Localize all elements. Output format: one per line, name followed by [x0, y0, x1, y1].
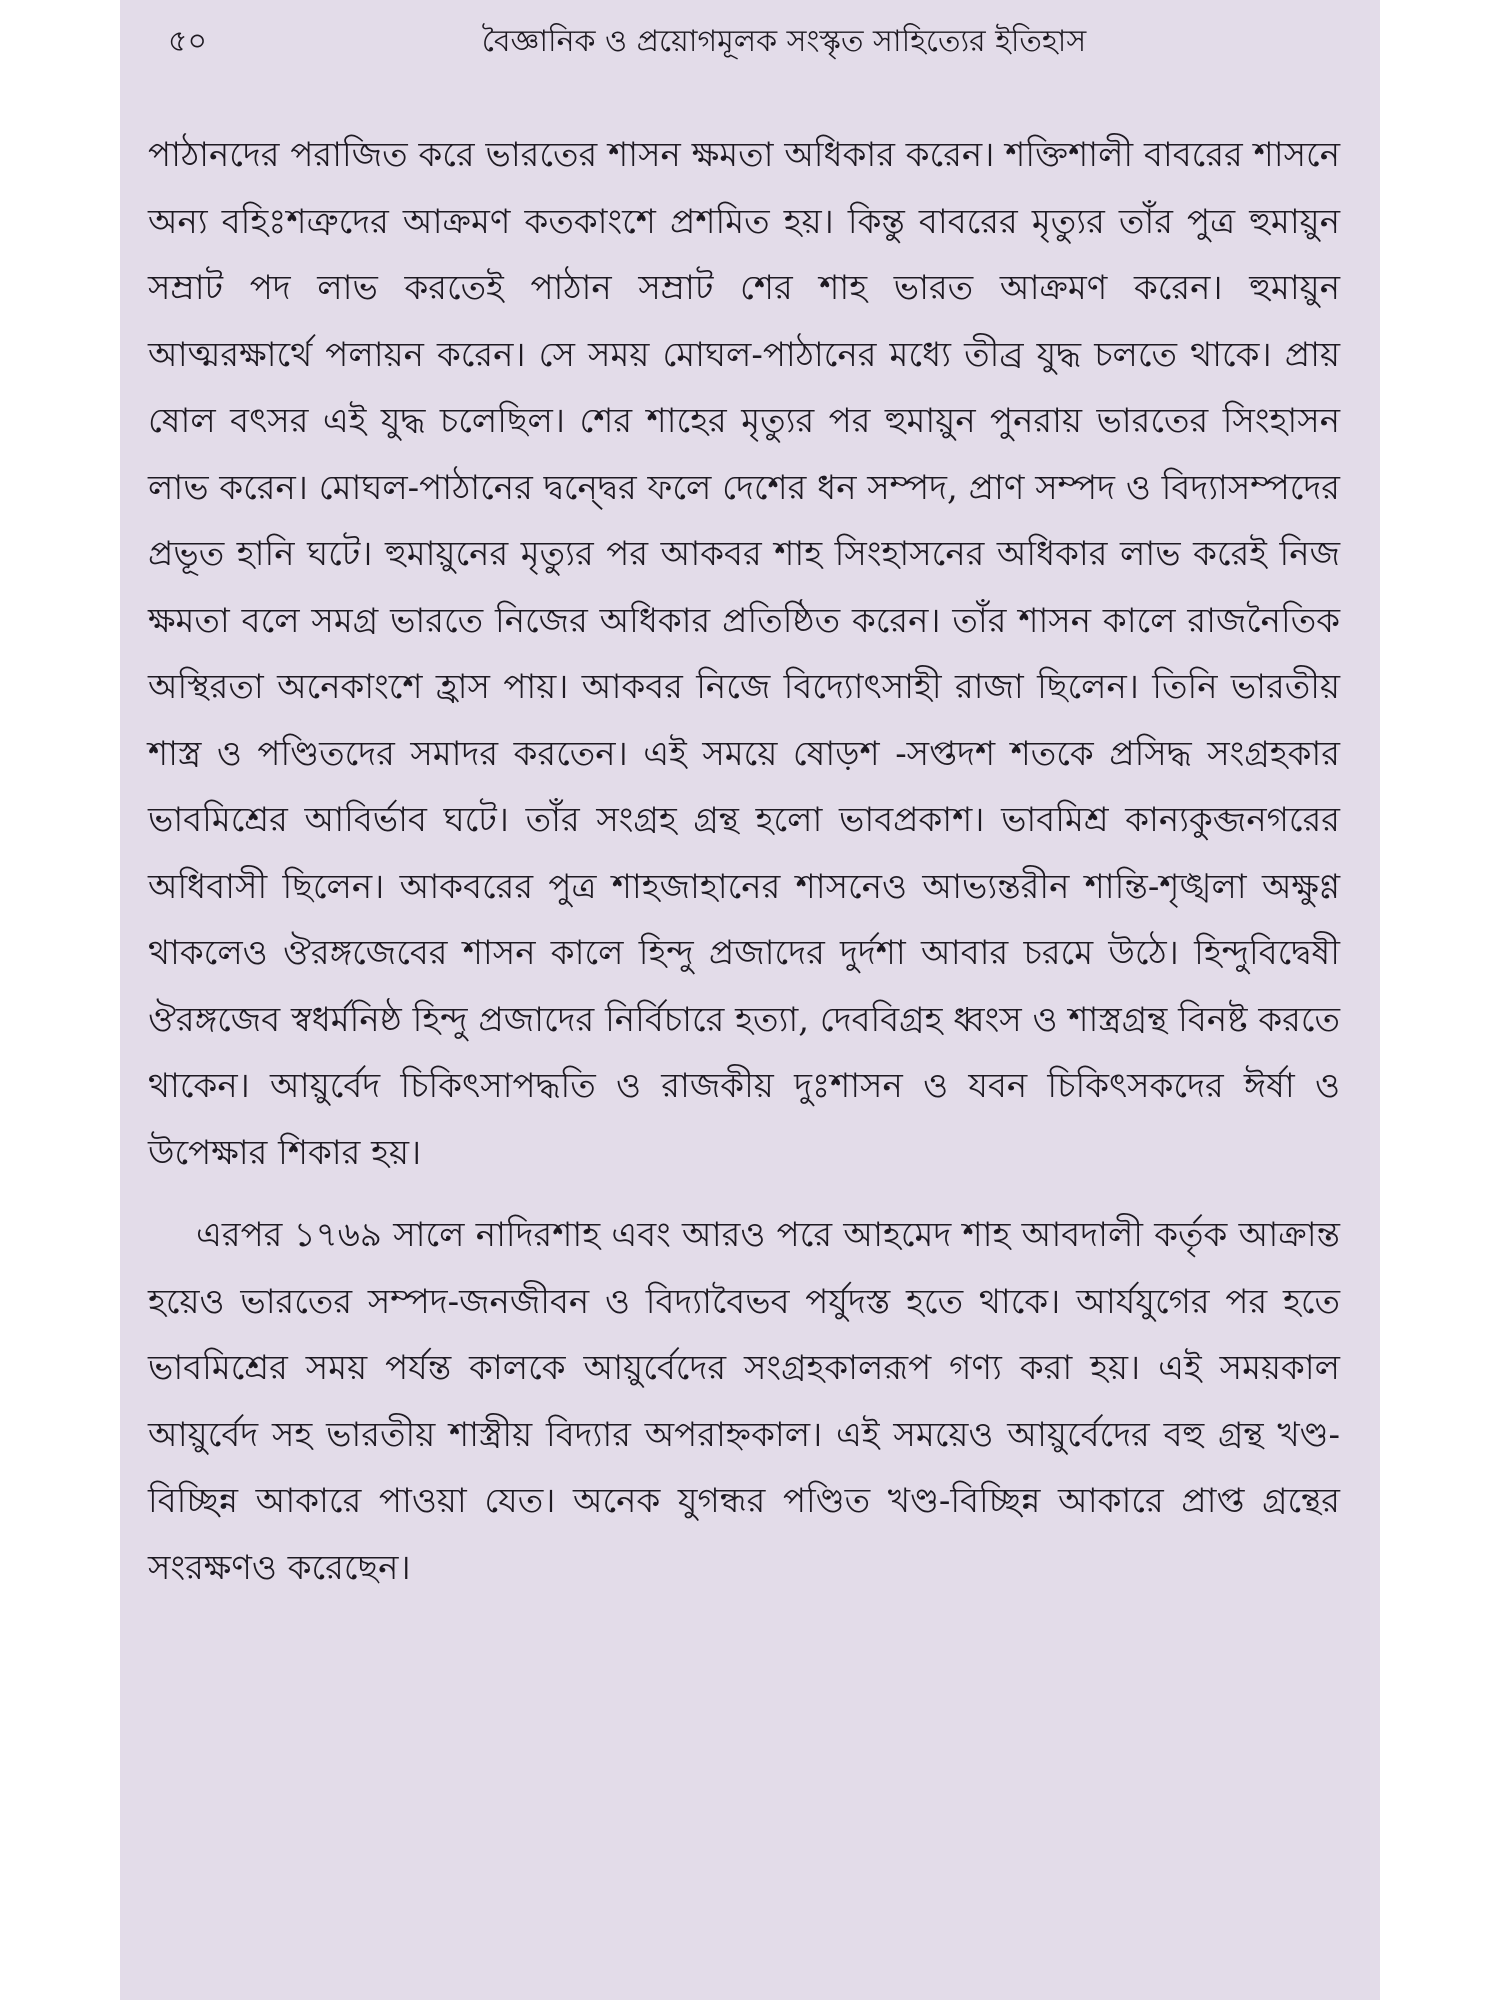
paragraph-2: এরপর ১৭৬৯ সালে নাদিরশাহ এবং আরও পরে আহমেদ শাহ আবদালী কর্তৃক আক্রান্ত হয়েও ভারতের সম্পদ-জনজীবন ও বিদ্যাবৈভব পর্যুদস্ত হতে থাকে। আর্যযুগের পর হতে ভাবমিশ্রের সময় পর্যন্ত কালকে আয়ুর্বেদের সংগ্রহকালরূপ গণ্য করা হয়। এই সময়কাল আয়ুর্বেদ সহ ভারতীয় শাস্ত্রীয় বিদ্যার অপরাহ্নকাল। এই সময়েও আয়ুর্বেদের বহু গ্রন্থ খণ্ড-বিচ্ছিন্ন আকারে পাওয়া যেত। অনেক যুগন্ধর পণ্ডিত খণ্ড-বিচ্ছিন্ন আকারে প্রাপ্ত গ্রন্থের সংরক্ষণও করেছেন। [148, 1215, 1340, 1588]
page-header [168, 22, 1340, 82]
book-page [120, 0, 1380, 2000]
page-body [148, 122, 1340, 1601]
paragraph-1: পাঠানদের পরাজিত করে ভারতের শাসন ক্ষমতা অধিকার করেন। শক্তিশালী বাবরের শাসনে অন্য বহিঃশত্রুদের আক্রমণ কতকাংশে প্রশমিত হয়। কিন্তু বাবরের মৃত্যুর তাঁর পুত্র হুমায়ুন সম্রাট পদ লাভ করতেই পাঠান সম্রাট শের শাহ ভারত আক্রমণ করেন। হুমায়ুন আত্মরক্ষার্থে পলায়ন করেন। সে সময় মোঘল-পাঠানের মধ্যে তীব্র যুদ্ধ চলতে থাকে। প্রায় ষোল বৎসর এই যুদ্ধ চলেছিল। শের শাহের মৃত্যুর পর হুমায়ুন পুনরায় ভারতের সিংহাসন লাভ করেন। মোঘল-পাঠানের দ্বন্দ্বের ফলে দেশের ধন সম্পদ, প্রাণ সম্পদ ও বিদ্যাসম্পদের প্রভূত হানি ঘটে। হুমায়ুনের মৃত্যুর পর আকবর শাহ সিংহাসনের অধিকার লাভ করেই নিজ ক্ষমতা বলে সমগ্র ভারতে নিজের অধিকার প্রতিষ্ঠিত করেন। তাঁর শাসন কালে রাজনৈতিক অস্থিরতা অনেকাংশে হ্রাস পায়। আকবর নিজে বিদ্যোৎসাহী রাজা ছিলেন। তিনি ভারতীয় শাস্ত্র ও পণ্ডিতদের সমাদর করতেন। এই সময়ে ষোড়শ -সপ্তদশ শতকে প্রসিদ্ধ সংগ্রহকার ভাবমিশ্রের আবির্ভাব ঘটে। তাঁর সংগ্রহ গ্রন্থ হলো ভাবপ্রকাশ। ভাবমিশ্র কান্যকুব্জনগরের অধিবাসী ছিলেন। আকবরের পুত্র শাহজাহানের শাসনেও আভ্যন্তরীন শান্তি-শৃঙ্খলা অক্ষুণ্ণ থাকলেও ঔরঙ্গজেবের শাসন কালে হিন্দু প্রজাদের দুর্দশা আবার চরমে উঠে। হিন্দুবিদ্বেষী ঔরঙ্গজেব স্বধর্মনিষ্ঠ হিন্দু প্রজাদের নির্বিচারে হত্যা, দেববিগ্রহ ধ্বংস ও শাস্ত্রগ্রন্থ বিনষ্ট করতে থাকেন। আয়ুর্বেদ চিকিৎসাপদ্ধতি ও রাজকীয় দুঃশাসন ও যবন চিকিৎসকদের ঈর্ষা ও উপেক্ষার শিকার হয়। [148, 135, 1340, 1173]
running-title: বৈজ্ঞানিক ও প্রয়োগমূলক সংস্কৃত সাহিত্যের ইতিহাস [481, 24, 1087, 59]
page-number: ৫০ [168, 24, 207, 59]
